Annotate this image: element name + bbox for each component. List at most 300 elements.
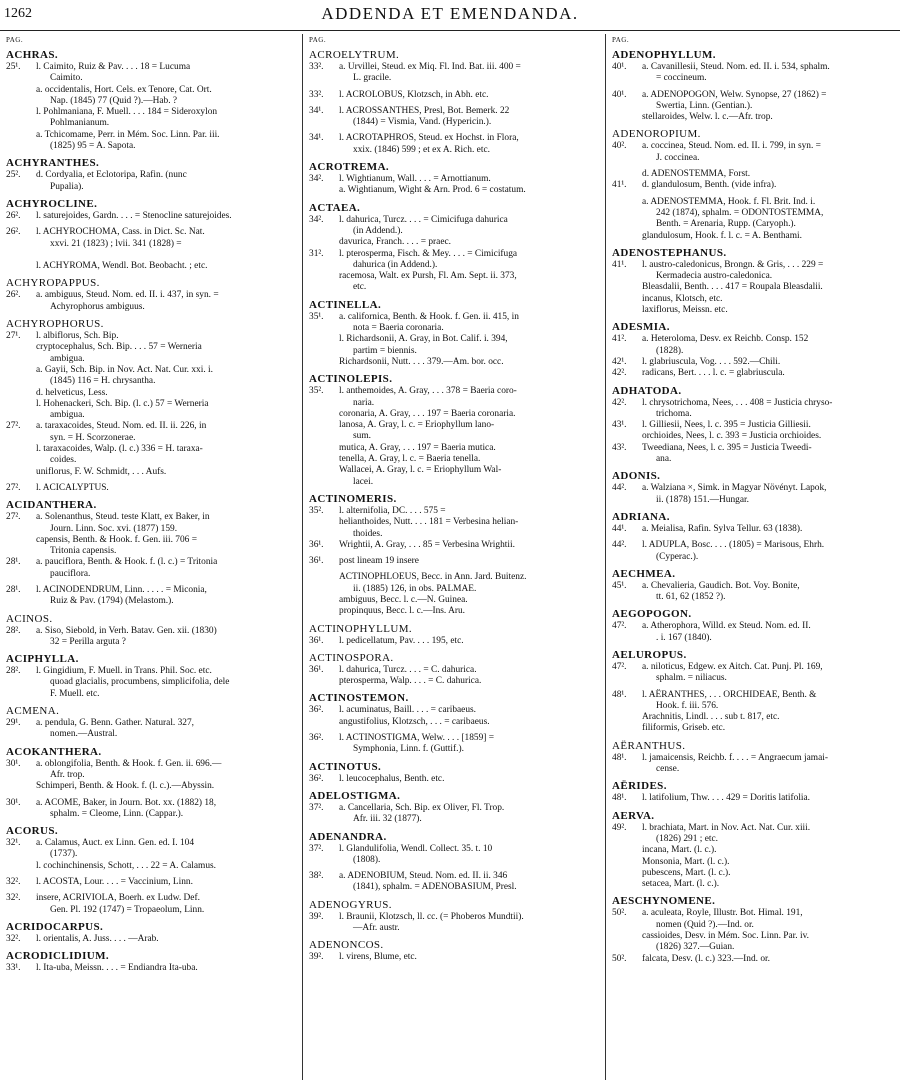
- genus-heading: ADRIANA.: [612, 510, 670, 523]
- entry-line: [309, 636, 599, 647]
- entry-text: nomen.—Austral.: [50, 729, 118, 740]
- genus-entry: [612, 740, 898, 776]
- entry-text: sum.: [353, 431, 371, 442]
- entry-line: [6, 626, 296, 637]
- entry-line: [612, 753, 898, 764]
- entry-line: [612, 346, 898, 357]
- entry-line: [6, 250, 296, 261]
- genus-entry: [612, 810, 898, 891]
- genus-heading: ACTINOSPORA.: [309, 651, 394, 664]
- page-reference: 27².: [6, 512, 21, 523]
- genus-entry: [612, 649, 898, 685]
- entry-text: a. californica, Benth. & Hook. f. Gen. ii. 415, in: [339, 311, 519, 322]
- genus-heading: ACROELYTRUM.: [309, 49, 400, 61]
- entry-line: [612, 431, 898, 442]
- entry-text: (1826) 291 ; etc.: [656, 833, 718, 844]
- entry-text: (1825) 95 = A. Sapota.: [50, 141, 136, 152]
- genus-entry: [309, 299, 599, 368]
- entry-line: [6, 73, 296, 84]
- entry-text: uniflorus, F. W. Schmidt, . . . Aufs.: [36, 466, 167, 477]
- page-reference: 35².: [309, 386, 324, 397]
- entry-text: J. coccinea.: [656, 152, 700, 163]
- genus-entry: [612, 511, 898, 535]
- entry-text: l. austro-caledonicus, Brongn. & Gris, . . . 229 =: [642, 259, 824, 270]
- genus-heading: ACTINELLA.: [309, 298, 382, 311]
- page-reference: 30¹.: [6, 758, 21, 769]
- entry-line: [309, 814, 599, 825]
- entry-text: l. Braunii, Klotzsch, ll. cc. (= Phoberos Mundtii).: [339, 911, 524, 922]
- entry-line: [6, 512, 296, 523]
- entry-line: [309, 62, 599, 73]
- genus-heading: AELUROPUS.: [612, 648, 687, 661]
- entry-line: [309, 133, 599, 144]
- page-reference: 32².: [6, 877, 21, 888]
- entry-line: [612, 954, 898, 965]
- entry-line: [6, 798, 296, 809]
- entry-text: l. brachiata, Mart. in Nov. Act. Nat. Cur. xiii.: [642, 822, 811, 833]
- genus-heading: ACTAEA.: [309, 201, 361, 214]
- entry-text: l. anthemoides, A. Gray, . . . 378 = Baeria coro-: [339, 386, 517, 397]
- entry-text: a. ACOME, Baker, in Journ. Bot. xx. (1882) 18,: [36, 797, 217, 808]
- genus-heading: ACROTREMA.: [309, 161, 390, 174]
- entry-text: glandulosum, Hook. f. l. c. = A. Benthami.: [642, 230, 802, 241]
- entry-line: [612, 662, 898, 673]
- entry-text: d. ADENOSTEMMA, Forst.: [642, 169, 751, 180]
- entry-line: [6, 569, 296, 580]
- genus-heading: ACIPHYLLA.: [6, 653, 79, 666]
- entry-line: [6, 261, 296, 272]
- entry-line: [6, 535, 296, 546]
- entry-text: Richardsonii, Nutt. . . . 379.—Am. bor. occ.: [339, 356, 504, 367]
- entry-line: [612, 208, 898, 219]
- entry-text: a. niloticus, Edgew. ex Aitch. Cat. Punj. Pl. 169,: [642, 661, 823, 672]
- genus-heading: AESCHYNOMENE.: [612, 895, 716, 908]
- genus-heading: ACHYROPAPPUS.: [6, 277, 100, 290]
- entry-line: [6, 96, 296, 107]
- page-reference: 40¹.: [612, 89, 627, 100]
- genus-entry: [309, 90, 599, 101]
- entry-text: thoides.: [353, 528, 383, 539]
- entry-line: [309, 334, 599, 345]
- entry-text: sphalm. = Cleome, Linn. (Cappar.).: [50, 808, 184, 819]
- entry-text: incanus, Klotsch, etc.: [642, 293, 723, 304]
- entry-line: [6, 546, 296, 557]
- entry-text: ambigua.: [50, 410, 85, 421]
- genus-entry: [612, 128, 898, 164]
- entry-line: [309, 744, 599, 755]
- entry-line: [612, 633, 898, 644]
- entry-line: [6, 809, 296, 820]
- entry-line: [309, 465, 599, 476]
- entry-line: [6, 227, 296, 238]
- genus-heading: ACOKANTHERA.: [6, 745, 102, 758]
- entry-text: pauciflora.: [50, 568, 91, 579]
- page-reference: 25¹.: [6, 62, 21, 72]
- page-number: 1262: [4, 6, 32, 21]
- entry-text: (Cyperac.).: [656, 551, 699, 562]
- entry-line: [612, 552, 898, 563]
- entry-text: l. orientalis, A. Juss. . . . —Arab.: [36, 933, 159, 944]
- entry-text: l. Hohenackeri, Sch. Bip. (l. c.) 57 = Werneria: [36, 398, 209, 409]
- entry-text: tt. 61, 62 (1852 ?).: [656, 592, 726, 603]
- entry-text: l. Pohlmaniana, F. Muell. . . . 184 = Sideroxylon: [36, 107, 218, 118]
- entry-line: [309, 398, 599, 409]
- entry-line: [309, 733, 599, 744]
- entry-line: [309, 271, 599, 282]
- page-reference: 42¹.: [612, 356, 627, 367]
- entry-line: [309, 226, 599, 237]
- entry-line: [612, 621, 898, 632]
- entry-line: [309, 952, 599, 963]
- genus-entry: [309, 733, 599, 756]
- entry-text: F. Muell. etc.: [50, 688, 100, 699]
- entry-text: a. aculeata, Royle, Illustr. Bot. Himal. 191,: [642, 908, 803, 919]
- genus-heading: ACTINOPHYLLUM.: [309, 622, 413, 635]
- page-reference: 41².: [612, 334, 627, 345]
- entry-line: [6, 467, 296, 478]
- page-reference: 36¹.: [309, 539, 324, 550]
- entry-line: [612, 581, 898, 592]
- genus-entry: [6, 798, 296, 821]
- entry-text: cassioides, Desv. in Mém. Soc. Linn. Par. iv.: [642, 931, 809, 942]
- genus-entry: [6, 585, 296, 608]
- entry-line: [612, 857, 898, 868]
- entry-text: ana.: [656, 454, 672, 465]
- genus-entry: [612, 197, 898, 242]
- page-reference: 28¹.: [6, 584, 21, 595]
- entry-line: [612, 141, 898, 152]
- entry-line: [6, 637, 296, 648]
- entry-text: a. Heteroloma, Desv. ex Reichb. Consp. 152: [642, 334, 809, 345]
- entry-text: l. ACROLOBUS, Klotzsch, in Abh. etc.: [339, 89, 489, 100]
- page-reference: 50².: [612, 953, 627, 964]
- entry-text: Hook. f. iii. 576.: [656, 700, 719, 711]
- entry-line: [6, 596, 296, 607]
- page-reference: 48¹.: [612, 793, 627, 804]
- entry-line: [6, 302, 296, 313]
- page-reference: 36¹.: [309, 556, 324, 567]
- entry-text: l. Richardsonii, A. Gray, in Bot. Calif. i. 394,: [339, 334, 508, 345]
- entry-line: [6, 849, 296, 860]
- entry-text: [36, 250, 296, 261]
- entry-text: a. Cancellaria, Sch. Bip. ex Oliver, Fl. Trop.: [339, 802, 505, 813]
- entry-text: nomen (Quid ?).—Ind. or.: [656, 919, 754, 930]
- genus-heading: ACRIDOCARPUS.: [6, 920, 104, 933]
- entry-text: a. oblongifolia, Benth. & Hook. f. Gen. ii. 696.—: [36, 758, 222, 769]
- entry-line: [6, 211, 296, 222]
- entry-line: [6, 666, 296, 677]
- entry-text: a. Cavanillesii, Steud. Nom. ed. II. i. 534, sphalm.: [642, 62, 830, 72]
- entry-text: (1841), sphalm. = ADENOBASIUM, Presl.: [353, 882, 517, 893]
- entry-line: [6, 130, 296, 141]
- genus-entry: [309, 761, 599, 785]
- entry-text: lacei.: [353, 476, 374, 487]
- entry-line: [6, 963, 296, 974]
- entry-text: a. Meialisa, Rafin. Sylva Tellur. 63 (1838).: [642, 523, 803, 534]
- entry-text: l. cochinchinensis, Schott, . . . 22 = A. Calamus.: [36, 860, 217, 871]
- page-reference: 29¹.: [6, 718, 21, 729]
- page-reference: 50².: [612, 908, 627, 919]
- page-reference: 33¹.: [6, 963, 21, 974]
- entry-line: [612, 540, 898, 551]
- entry-text: Arachnitis, Lindl. . . . sub t. 817, etc.: [642, 712, 780, 723]
- entry-line: [6, 399, 296, 410]
- entry-line: [309, 185, 599, 196]
- genus-heading: ACINOS.: [6, 612, 53, 625]
- entry-text: l. pedicellatum, Pav. . . . 195, etc.: [339, 635, 464, 646]
- genus-entry: [6, 157, 296, 193]
- entry-text: partim = biennis.: [353, 345, 417, 356]
- entry-text: (1737).: [50, 849, 78, 860]
- entry-line: [6, 107, 296, 118]
- entry-text: Wrightii, A. Gray, . . . 85 = Verbesina Wrightii.: [339, 539, 515, 550]
- entry-text: propinquus, Becc. l. c.—Ins. Aru.: [339, 606, 466, 617]
- entry-line: [309, 477, 599, 488]
- entry-line: [309, 106, 599, 117]
- entry-text: a. Chevalieria, Gaudich. Bot. Voy. Bonite,: [642, 580, 800, 591]
- entry-text: l. jamaicensis, Reichb. f. . . . = Angraecum jamai-: [642, 752, 828, 763]
- genus-heading: ADENOSTEPHANUS.: [612, 246, 727, 259]
- entry-text: ambiguus, Becc. l. c.—N. Guinea.: [339, 594, 468, 605]
- page-reference: 38².: [309, 871, 324, 882]
- entry-line: [309, 323, 599, 334]
- entry-text: l. ACINODENDRUM, Linn. . . . . = Miconia,: [36, 584, 207, 595]
- entry-line: [309, 454, 599, 465]
- genus-entry: [6, 198, 296, 222]
- genus-entry: [6, 877, 296, 888]
- entry-text: l. AËRANTHES, . . . ORCHIDEAE, Benth. &: [642, 689, 817, 700]
- entry-text: a. Atherophora, Willd. ex Steud. Nom. ed. II.: [642, 621, 811, 632]
- genus-heading: ACTINOTUS.: [309, 760, 382, 773]
- entry-line: [309, 584, 599, 595]
- genus-entry: [612, 568, 898, 604]
- entry-line: [612, 823, 898, 834]
- entry-line: [6, 838, 296, 849]
- genus-entry: [6, 227, 296, 272]
- entry-line: [6, 376, 296, 387]
- page-reference: 27².: [6, 421, 21, 432]
- page-reference: 34².: [309, 174, 324, 185]
- entry-text: l. alternifolia, DC. . . . 575 =: [339, 505, 446, 516]
- entry-text: l. taraxacoides, Walp. (l. c.) 336 = H. taraxa-: [36, 444, 203, 455]
- entry-text: (1844) = Vismia, Vand. (Hypericin.).: [353, 117, 492, 128]
- entry-text: (1828).: [656, 345, 684, 356]
- entry-line: [612, 723, 898, 734]
- pag-label: PAG.: [309, 36, 327, 44]
- entry-text: angustifolius, Klotzsch, . . . = caribaeus.: [339, 716, 490, 727]
- entry-text: l. acuminatus, Baill. . . . = caribaeus.: [339, 705, 477, 716]
- entry-line: [6, 85, 296, 96]
- entry-text: Nap. (1845) 77 (Quid ?).—Hab. ?: [50, 95, 178, 106]
- entry-text: 32 = Perilla arguta ?: [50, 636, 126, 647]
- page-reference: 36¹.: [309, 664, 324, 675]
- page-reference: 36².: [309, 705, 324, 716]
- page-reference: 32².: [6, 933, 21, 944]
- page-reference: 37².: [309, 843, 324, 854]
- entry-text: pterosperma, Walp. . . . = C. dahurica.: [339, 676, 482, 687]
- page-reference: 27².: [6, 482, 21, 493]
- entry-line: [612, 294, 898, 305]
- entry-line: [6, 365, 296, 376]
- entry-line: [6, 342, 296, 353]
- entry-text: Pohlmanianum.: [50, 118, 110, 129]
- entry-line: [612, 931, 898, 942]
- entry-line: [612, 868, 898, 879]
- entry-line: [309, 912, 599, 923]
- entry-line: [612, 673, 898, 684]
- entry-line: [309, 312, 599, 323]
- entry-line: [6, 421, 296, 432]
- entry-text: laxiflorus, Meissn. etc.: [642, 305, 728, 316]
- genus-heading: AËRIDES.: [612, 780, 667, 793]
- column-divider: [302, 34, 303, 1080]
- entry-line: [612, 153, 898, 164]
- entry-text: = coccineum.: [656, 73, 707, 84]
- entry-text: a. occidentalis, Hort. Cels. ex Tenore, Cat. Ort.: [36, 84, 212, 95]
- entry-line: [6, 290, 296, 301]
- genus-entry: [309, 652, 599, 688]
- pag-label: PAG.: [6, 36, 24, 44]
- entry-line: [6, 433, 296, 444]
- genus-entry: [6, 653, 296, 700]
- entry-text: a. pauciflora, Benth. & Hook. f. (l. c.) = Tritonia: [36, 557, 218, 568]
- entry-line: [309, 717, 599, 728]
- genus-heading: AERVA.: [612, 809, 655, 822]
- entry-line: [612, 690, 898, 701]
- entry-line: [309, 73, 599, 84]
- entry-line: [309, 443, 599, 454]
- entry-text: insere, ACRIVIOLA, Boerh. ex Ludw. Def.: [36, 893, 200, 904]
- entry-text: l. dahurica, Turcz. . . . = Cimicifuga dahurica: [339, 214, 508, 225]
- genus-entry: [612, 608, 898, 644]
- genus-heading: ADENANDRA.: [309, 830, 387, 843]
- genus-entry: [6, 825, 296, 872]
- page-reference: 26².: [6, 210, 21, 221]
- page-reference: 28².: [6, 666, 21, 677]
- entry-text: nota = Baeria coronaria.: [353, 323, 444, 334]
- page-reference: 49².: [612, 822, 627, 833]
- entry-line: [6, 718, 296, 729]
- entry-text: l. latifolium, Thw. . . . 429 = Doritis latifolia.: [642, 793, 811, 804]
- column-2: [309, 36, 599, 1084]
- page-reference: 39².: [309, 952, 324, 963]
- entry-line: [309, 117, 599, 128]
- entry-line: [309, 249, 599, 260]
- entry-line: [309, 923, 599, 934]
- entry-line: [6, 410, 296, 421]
- entry-line: [612, 219, 898, 230]
- page-reference: 34¹.: [309, 133, 324, 144]
- entry-line: [612, 942, 898, 953]
- page-reference: 31².: [309, 248, 324, 259]
- page-reference: 35¹.: [309, 311, 324, 322]
- entry-text: a. ambiguus, Steud. Nom. ed. II. i. 437, in syn. =: [36, 290, 219, 301]
- entry-line: [309, 665, 599, 676]
- entry-text: sphalm. = niliacus.: [656, 673, 727, 684]
- entry-line: [309, 517, 599, 528]
- entry-line: [612, 282, 898, 293]
- genus-entry: [612, 169, 898, 192]
- genus-entry: [6, 893, 296, 916]
- genus-heading: ACMENA.: [6, 705, 60, 718]
- entry-text: tenella, A. Gray, l. c. = Baeria tenella.: [339, 454, 481, 465]
- page-reference: 41¹.: [612, 180, 627, 191]
- entry-text: a. Urvillei, Steud. ex Miq. Fl. Ind. Bat. iii. 400 =: [339, 62, 521, 72]
- genus-entry: [309, 493, 599, 551]
- entry-text: xxix. (1846) 599 ; et ex A. Rich. etc.: [353, 144, 490, 155]
- entry-text: syn. = H. Scorzonerae.: [50, 432, 136, 443]
- entry-line: [612, 483, 898, 494]
- entry-line: [612, 592, 898, 603]
- entry-line: [612, 112, 898, 123]
- entry-text: (1826) 327.—Guian.: [656, 942, 735, 953]
- entry-text: Kermadecia austro-caledonica.: [656, 271, 773, 282]
- entry-line: [612, 180, 898, 191]
- page-reference: 44².: [612, 540, 627, 551]
- genus-entry: [309, 831, 599, 867]
- page-reference: 43².: [612, 442, 627, 453]
- genus-heading: ACHRAS.: [6, 49, 58, 61]
- entry-text: Bleasdalii, Benth. . . . 417 = Roupala Bleasdalii.: [642, 282, 823, 293]
- entry-line: [612, 231, 898, 242]
- entry-line: [309, 237, 599, 248]
- entry-line: [6, 905, 296, 916]
- entry-line: [6, 893, 296, 904]
- genus-entry: [6, 318, 296, 478]
- entry-line: [612, 398, 898, 409]
- entry-line: [6, 934, 296, 945]
- entry-line: [6, 759, 296, 770]
- page-reference: 28¹.: [6, 557, 21, 568]
- entry-line: [309, 357, 599, 368]
- entry-line: [612, 764, 898, 775]
- genus-heading: ACTINOMERIS.: [309, 492, 397, 505]
- genus-entry: [309, 572, 599, 617]
- entry-text: radicans, Bert. . . . l. c. = glabriuscula.: [642, 368, 785, 379]
- genus-entry: [309, 133, 599, 156]
- entry-line: [6, 331, 296, 342]
- entry-text: a. Siso, Siebold, in Verh. Batav. Gen. xii. (1830): [36, 625, 217, 636]
- genus-heading: ACHYROCLINE.: [6, 197, 98, 210]
- entry-text: a. ADENOSTEMMA, Hook. f. Fl. Brit. Ind. i.: [642, 196, 816, 207]
- entry-line: [6, 585, 296, 596]
- genus-heading: ADONIS.: [612, 470, 661, 483]
- entry-line: [612, 908, 898, 919]
- genus-entry: [309, 556, 599, 567]
- entry-text: l. Glandulifolia, Wendl. Collect. 35. t. 10: [339, 843, 493, 854]
- entry-line: [612, 454, 898, 465]
- entry-text: 242 (1874), sphalm. = ODONTOSTEMMA,: [656, 207, 824, 218]
- entry-text: l. ACHYROCHOMA, Cass. in Dict. Sc. Nat.: [36, 227, 205, 238]
- genus-entry: [612, 780, 898, 804]
- page-reference: 34¹.: [309, 105, 324, 116]
- entry-line: [309, 871, 599, 882]
- entry-text: racemosa, Walt. ex Pursh, Fl. Am. Sept. ii. 373,: [339, 271, 517, 282]
- page-reference: 30¹.: [6, 797, 21, 808]
- entry-line: [6, 729, 296, 740]
- running-title: ADDENDA ET EMENDANDA.: [321, 4, 579, 23]
- entry-line: [612, 73, 898, 84]
- page-reference: 47².: [612, 661, 627, 672]
- genus-heading: ADELOSTIGMA.: [309, 789, 401, 802]
- page-reference: 33².: [309, 62, 324, 72]
- entry-text: Swertia, Linn. (Gentian.).: [656, 100, 753, 111]
- genus-entry: [612, 470, 898, 506]
- entry-line: [309, 844, 599, 855]
- genus-heading: ADESMIA.: [612, 321, 670, 334]
- page-reference: 36¹.: [309, 635, 324, 646]
- entry-text: d. glandulosum, Benth. (vide infra).: [642, 180, 777, 191]
